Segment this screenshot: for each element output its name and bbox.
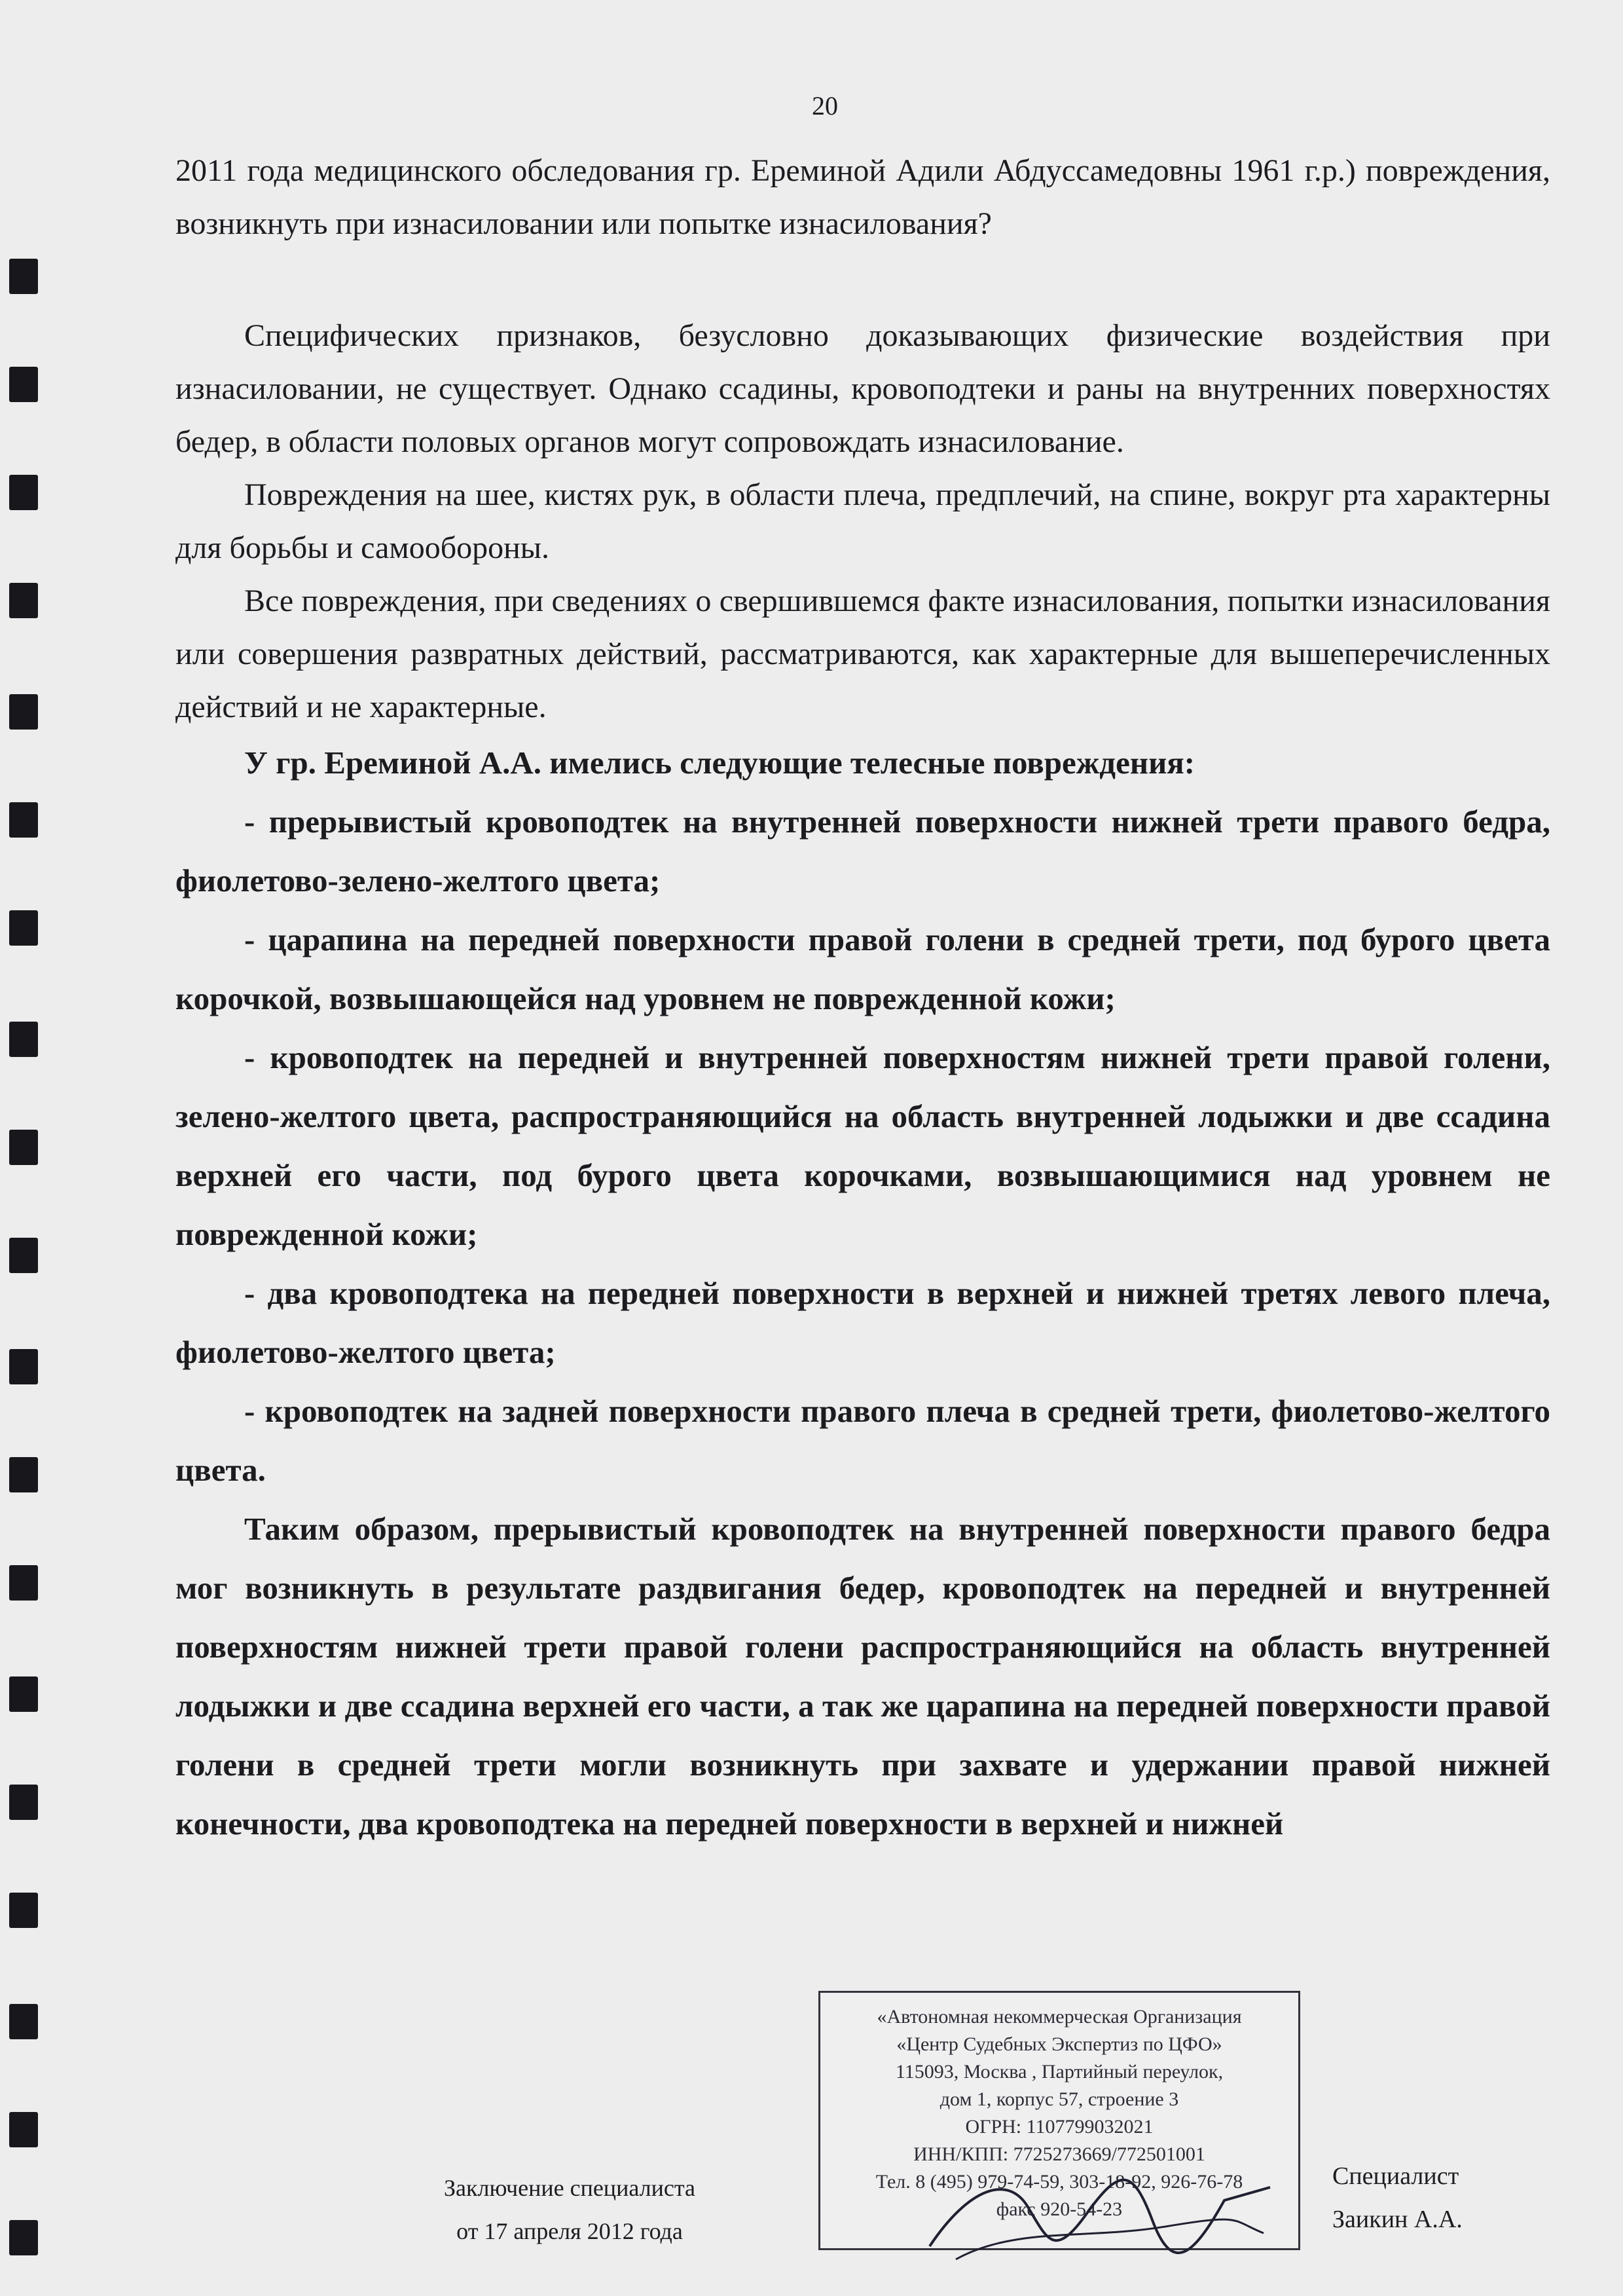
footer-date: от 17 апреля 2012 года: [456, 2218, 683, 2244]
injury-item: - два кровоподтека на передней поверхности в верхней и нижней третях левого плеча, фиолетово-желтого цвета;: [175, 1275, 1550, 1370]
binding-hole: [9, 2220, 38, 2255]
binding-hole: [9, 367, 38, 402]
binding-hole: [9, 583, 38, 618]
binding-hole: [9, 802, 38, 838]
binding-hole: [9, 259, 38, 294]
binding-hole: [9, 1893, 38, 1928]
binding-hole: [9, 910, 38, 946]
injuries-heading: У гр. Ереминой А.А. имелись следующие телесные повреждения:: [244, 745, 1195, 781]
binding-hole: [9, 475, 38, 510]
binding-hole: [9, 1785, 38, 1820]
stamp-line: дом 1, корпус 57, строение 3: [939, 2088, 1179, 2110]
paragraph-question: 2011 года медицинского обследования гр. Ереминой Адили Абдуссамедовны 1961 г.р.) повреждения, возникнуть при изнасиловании или попытке изнасилования?: [175, 153, 1550, 241]
stamp-line: ОГРН: 1107799032021: [965, 2116, 1154, 2138]
specialist-name: Заикин А.А.: [1332, 2206, 1463, 2233]
injury-item: - царапина на передней поверхности правой голени в средней трети, под бурого цвета корочкой, возвышающейся над уровнем не поврежденной кожи;: [175, 921, 1550, 1016]
paragraph-all-injuries: Все повреждения, при сведениях о свершившемся факте изнасилования, попытки изнасилования или совершения развратных действий, рассматриваются, как характерные для вышеперечисленных действий и не характерные.: [175, 583, 1550, 724]
injury-item: - прерывистый кровоподтек на внутренней поверхности нижней трети правого бедра, фиолетово-зелено-желтого цвета;: [175, 804, 1550, 898]
binding-hole: [9, 2004, 38, 2039]
stamp-line: ИНН/КПП: 7725273669/772501001: [913, 2143, 1205, 2165]
binding-hole: [9, 1457, 38, 1492]
paragraph-specific-signs: Специфических признаков, безусловно доказывающих физические воздействия при изнасиловании, не существует. Однако ссадины, кровоподтеки и раны на внутренних поверхностях бедер, в области половых органов могут сопровождать изнасилование.: [175, 318, 1550, 459]
handwritten-signature: [917, 2148, 1283, 2279]
binding-holes: [0, 0, 52, 2296]
document-body: [175, 144, 1550, 1853]
specialist-block: [1332, 2155, 1463, 2241]
binding-hole: [9, 1565, 38, 1601]
injury-item: - кровоподтек на передней и внутренней поверхностям нижней трети правой голени, зелено-желтого цвета, распространяющийся на область внутренней лодыжки и две ссадина верхней его части, под бурого цвета корочками, возвышающимися над уровнем не поврежденной кожи;: [175, 1039, 1550, 1252]
binding-hole: [9, 1349, 38, 1384]
binding-hole: [9, 694, 38, 730]
stamp-line: факс 920-54-23: [996, 2198, 1123, 2220]
conclusion-paragraph: Таким образом, прерывистый кровоподтек на внутренней поверхности правого бедра мог возникнуть в результате раздвигания бедер, кровоподтек на передней и внутренней поверхностям нижней трети правой голени распространяющийся на область внутренней лодыжки и две ссадина верхней его части, а так же царапина на передней поверхности правой голени в средней трети могли возникнуть при захвате и удержании правой нижней конечности, два кровоподтека на передней поверхности в верхней и нижней: [175, 1511, 1550, 1842]
document-footer-left: [367, 2166, 773, 2253]
stamp-line: «Автономная некоммерческая Организация: [877, 2006, 1242, 2028]
binding-hole: [9, 1238, 38, 1273]
paragraph-struggle-injuries: Повреждения на шее, кистях рук, в области плеча, предплечий, на спине, вокруг рта характерны для борьбы и самообороны.: [175, 477, 1550, 565]
binding-hole: [9, 1676, 38, 1712]
binding-hole: [9, 1022, 38, 1057]
page-number: 20: [812, 91, 838, 120]
stamp-line: «Центр Судебных Экспертиз по ЦФО»: [896, 2033, 1222, 2055]
specialist-role: Специалист: [1332, 2162, 1459, 2190]
injury-item: - кровоподтек на задней поверхности правого плеча в средней трети, фиолетово-желтого цвета.: [175, 1393, 1550, 1488]
stamp-line: Тел. 8 (495) 979-74-59, 303-18-92, 926-76-78: [875, 2171, 1243, 2193]
binding-hole: [9, 2112, 38, 2147]
footer-title: Заключение специалиста: [444, 2175, 695, 2201]
stamp-line: 115093, Москва , Партийный переулок,: [895, 2061, 1224, 2083]
binding-hole: [9, 1130, 38, 1165]
